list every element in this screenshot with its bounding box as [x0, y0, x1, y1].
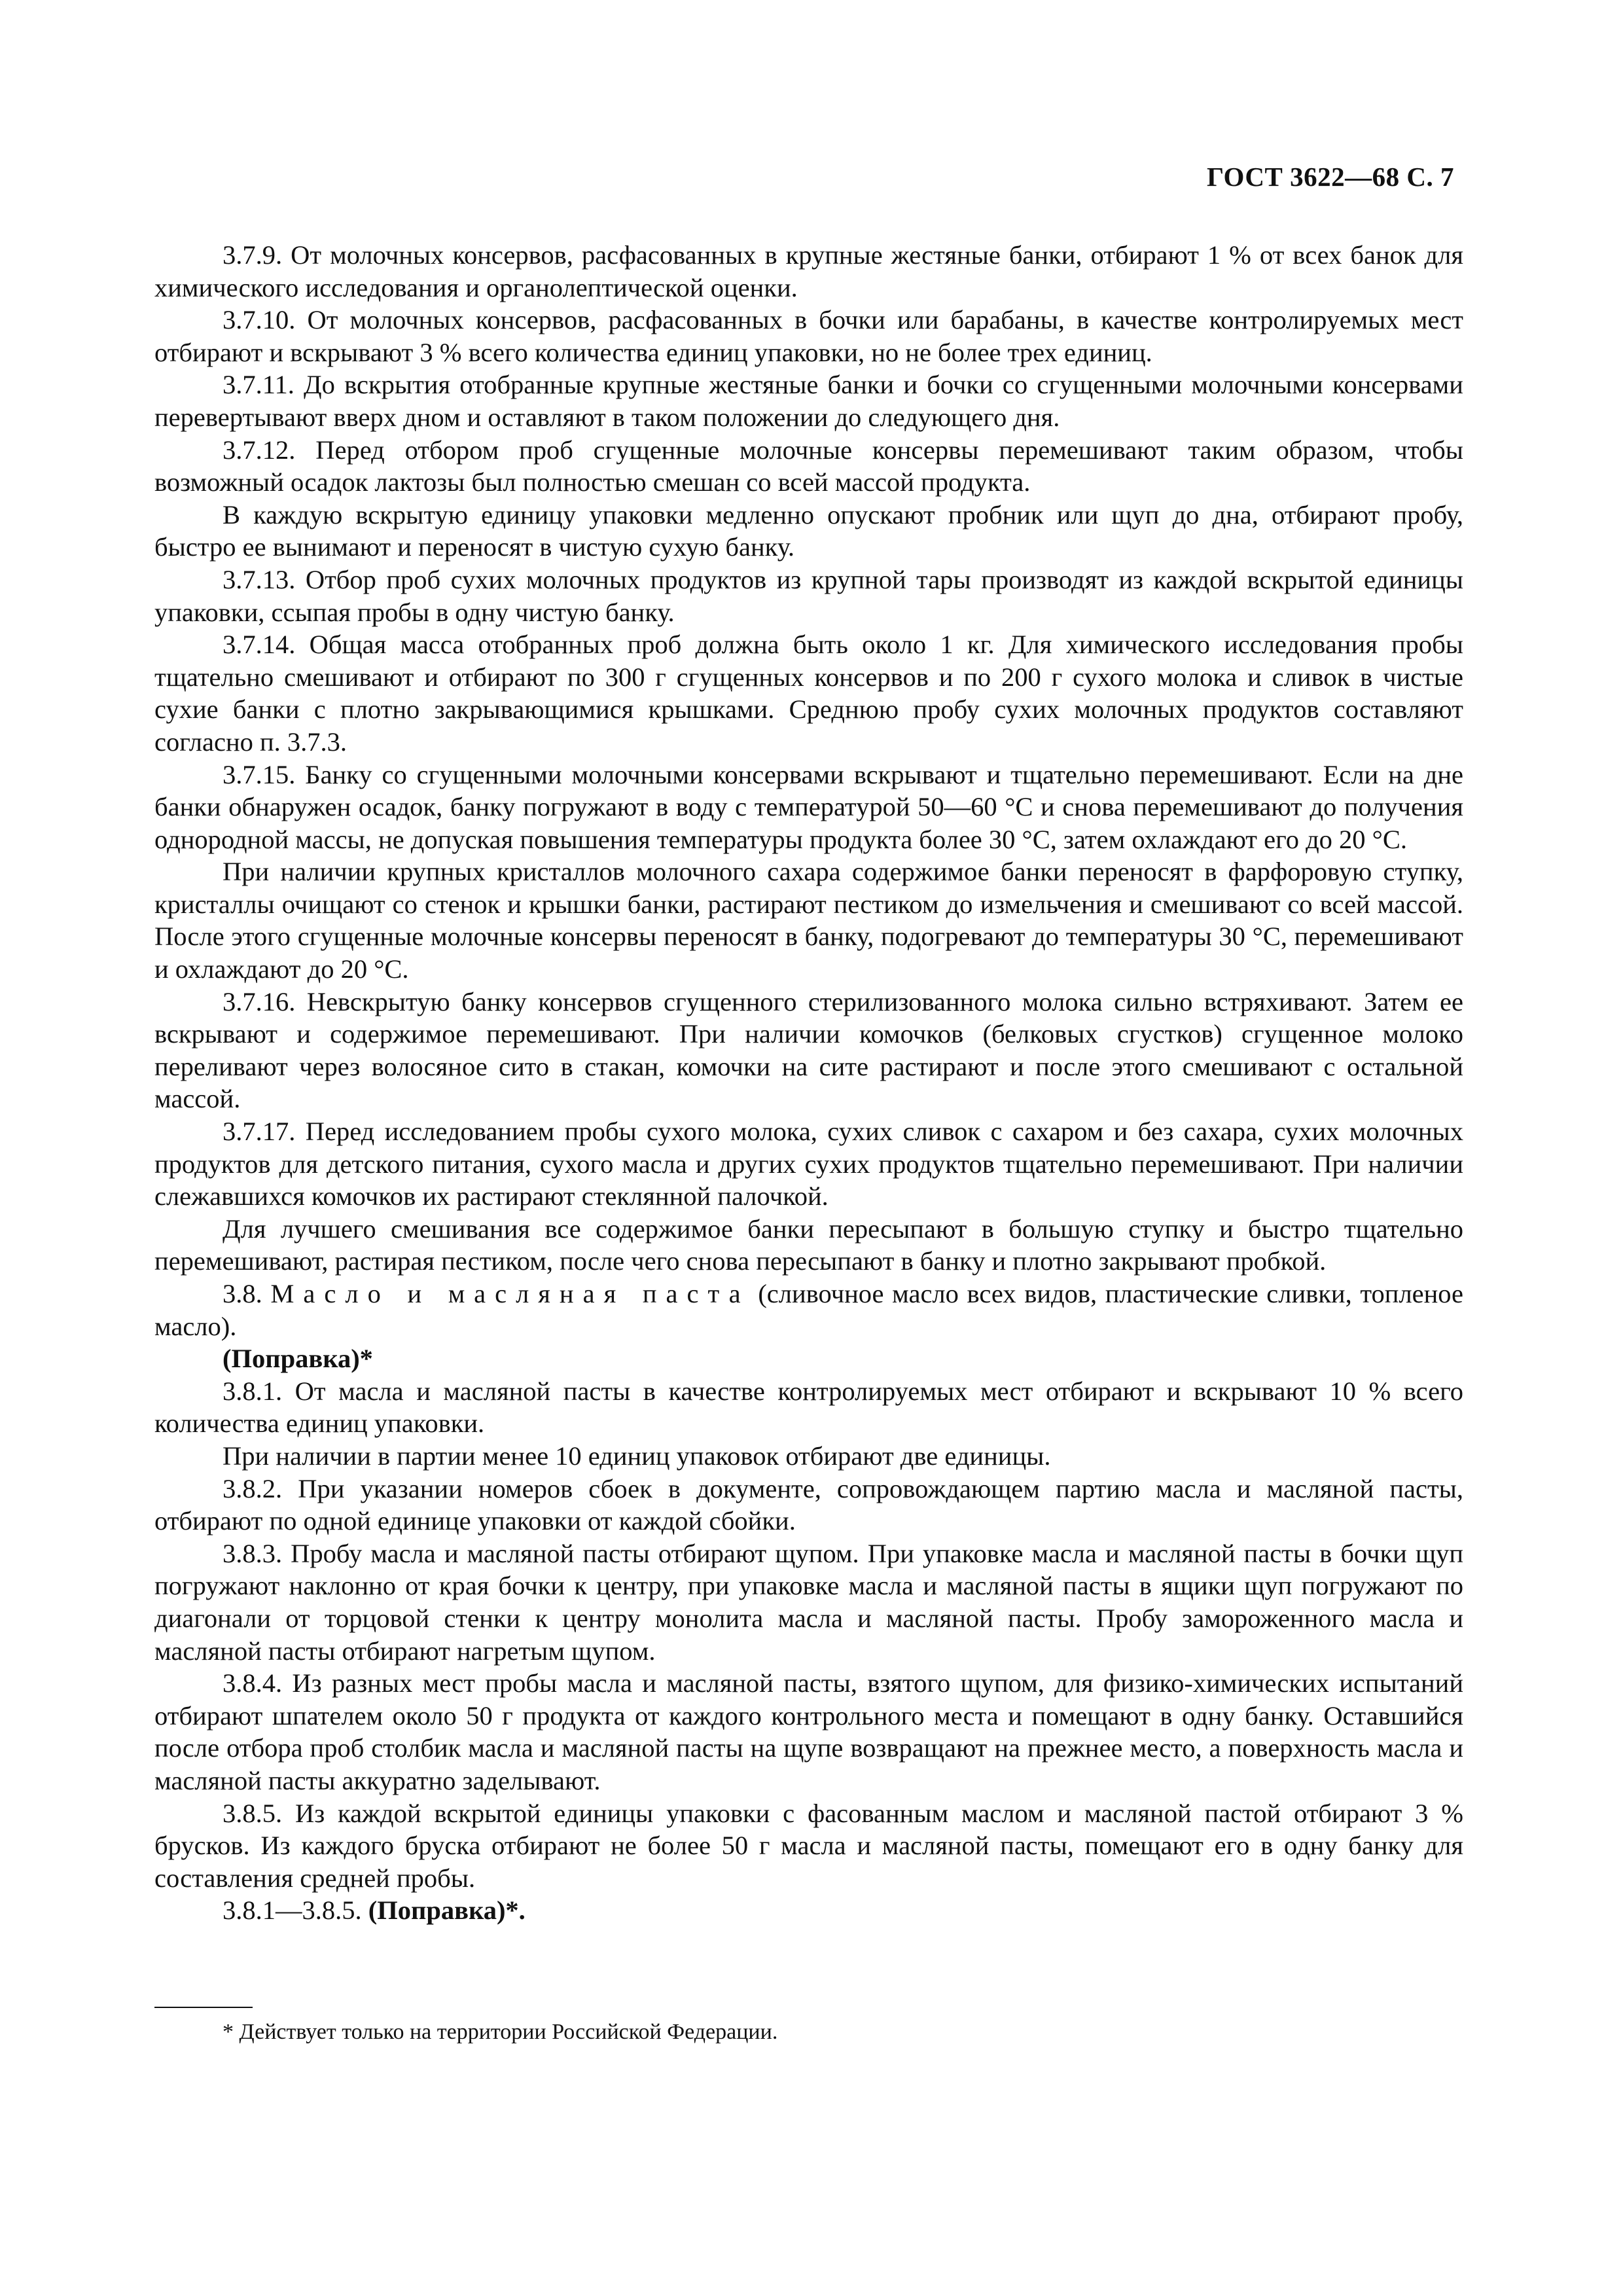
- section-number: 3.8.: [223, 1279, 262, 1308]
- paragraph-3-7-11: 3.7.11. До вскрытия отобранные крупные жестяные банки и бочки со сгущенными молочными консервами перевертывают вверх дном и оставляют в таком положении до следующего дня.: [154, 370, 1463, 432]
- section-amendment: [154, 1342, 1463, 1375]
- paragraph-3-7-9: 3.7.9. От молочных консервов, расфасованных в крупные жестяные банки, отбирают 1 % от всех банок для химического исследования и органолептической оценки.: [154, 240, 1463, 302]
- page-header: ГОСТ 3622—68 С. 7: [1206, 162, 1454, 192]
- document-body: [154, 239, 1463, 1927]
- paragraph-3-7-17-cont: Для лучшего смешивания все содержимое банки пересыпают в большую ступку и быстро тщательно перемешивают, растирая пестиком, после чего снова пересыпают в банку и плотно закрывают пробкой.: [154, 1213, 1463, 1276]
- footnote-divider: [154, 2007, 253, 2008]
- paragraph-3-7-15: 3.7.15. Банку со сгущенными молочными консервами вскрывают и тщательно перемешивают. Если на дне банки обнаружен осадок, банку погружают в воду с температурой 50—60 °С и снова перемешивают до получения однородной массы, не допуская повышения температуры продукта более 30 °С, затем охлаждают его до 20 °С.: [154, 759, 1463, 854]
- amendment-label: (Поправка)*: [223, 1344, 373, 1374]
- paragraph-3-7-17: 3.7.17. Перед исследованием пробы сухого молока, сухих сливок с сахаром и без сахара, сухих молочных продуктов для детского питания, сухого масла и других сухих продуктов тщательно перемешивают. При наличии слежавшихся комочков их растирают стеклянной палочкой.: [154, 1117, 1463, 1211]
- section-title-rest: (сливочное масло всех видов, пластические сливки, топленое масло).: [154, 1279, 1464, 1341]
- section-3-8-heading: [154, 1278, 1463, 1342]
- paragraph-3-7-14: 3.7.14. Общая масса отобранных проб должна быть около 1 кг. Для химического исследования пробы тщательно смешивают и отбирают по 300 г сгущенных консервов и по 200 г сухого молока и сливок в чистые сухие банки с плотно закрывающимися крышками. Среднюю пробу сухих молочных продуктов составляют согласно п. 3.7.3.: [154, 630, 1463, 757]
- paragraph-3-7-12-cont: В каждую вскрытую единицу упаковки медленно опускают пробник или щуп до дна, отбирают пробу, быстро ее вынимают и переносят в чистую сухую банку.: [154, 499, 1463, 562]
- final-amendment-line: [154, 1894, 1463, 1927]
- paragraph-3-7-10: 3.7.10. От молочных консервов, расфасованных в бочки или барабаны, в качестве контролируемых мест отбирают и вскрывают 3 % всего количества единиц упаковки, но не более трех единиц.: [154, 305, 1463, 367]
- paragraph-3-7-13: 3.7.13. Отбор проб сухих молочных продуктов из крупной тары производят из каждой вскрытой единицы упаковки, ссыпая пробы в одну чистую банку.: [154, 564, 1463, 627]
- paragraph-3-8-1-cont: При наличии в партии менее 10 единиц упаковок отбирают две единицы.: [223, 1441, 1051, 1471]
- paragraph-3-8-2: 3.8.2. При указании номеров сбоек в документе, сопровождающем партию масла и масляной пасты, отбирают по одной единице упаковки от каждой сбойки.: [154, 1473, 1463, 1536]
- footnote: * Действует только на территории Российской Федерации.: [223, 2020, 778, 2044]
- section-title: Масло и масляная паста: [270, 1279, 750, 1308]
- paragraph-3-8-1: 3.8.1. От масла и масляной пасты в качестве контролируемых мест отбирают и вскрывают 10 % всего количества единиц упаковки.: [154, 1376, 1463, 1439]
- paragraph-3-7-15-cont: При наличии крупных кристаллов молочного сахара содержимое банки переносят в фарфоровую ступку, кристаллы очищают со стенок и крышки банки, растирают пестиком до измельчения и смешивают со всей массой. После этого сгущенные молочные консервы переносят в банку, подогревают до температуры 30 °С, перемешивают и охлаждают до 20 °С.: [154, 857, 1463, 984]
- paragraph-3-8-3: 3.8.3. Пробу масла и масляной пасты отбирают щупом. При упаковке масла и масляной пасты в бочки щуп погружают наклонно от края бочки к центру, при упаковке масла и масляной пасты в ящики щуп погружают по диагонали от торцовой стенки к центру монолита масла и масляной пасты. Пробу замороженного масла и масляной пасты отбирают нагретым щупом.: [154, 1538, 1463, 1666]
- final-amendment-label: (Поправка)*.: [368, 1895, 526, 1926]
- final-prefix: 3.8.1—3.8.5.: [223, 1895, 362, 1926]
- paragraph-3-7-12: 3.7.12. Перед отбором проб сгущенные молочные консервы перемешивают таким образом, чтобы возможный осадок лактозы был полностью смешан со всей массой продукта.: [154, 435, 1463, 497]
- paragraph-3-7-16: 3.7.16. Невскрытую банку консервов сгущенного стерилизованного молока сильно встряхивают. Затем ее вскрывают и содержимое перемешивают. При наличии комочков (белковых сгустков) сгущенное молоко переливают через волосяное сито в стакан, комочки на сите растирают и после этого смешивают с остальной массой.: [154, 986, 1463, 1114]
- paragraph-3-8-5: 3.8.5. Из каждой вскрытой единицы упаковки с фасованным маслом и масляной пастой отбирают 3 % брусков. Из каждого бруска отбирают не более 50 г масла и масляной пасты, помещают его в одну банку для составления средней пробы.: [154, 1798, 1463, 1893]
- paragraph-3-8-4: 3.8.4. Из разных мест пробы масла и масляной пасты, взятого щупом, для физико-химических испытаний отбирают шпателем около 50 г продукта от каждого контрольного места и помещают в одну банку. Оставшийся после отбора проб столбик масла и масляной пасты на щупе возвращают на прежнее место, а поверхность масла и масляной пасты аккуратно заделывают.: [154, 1668, 1463, 1795]
